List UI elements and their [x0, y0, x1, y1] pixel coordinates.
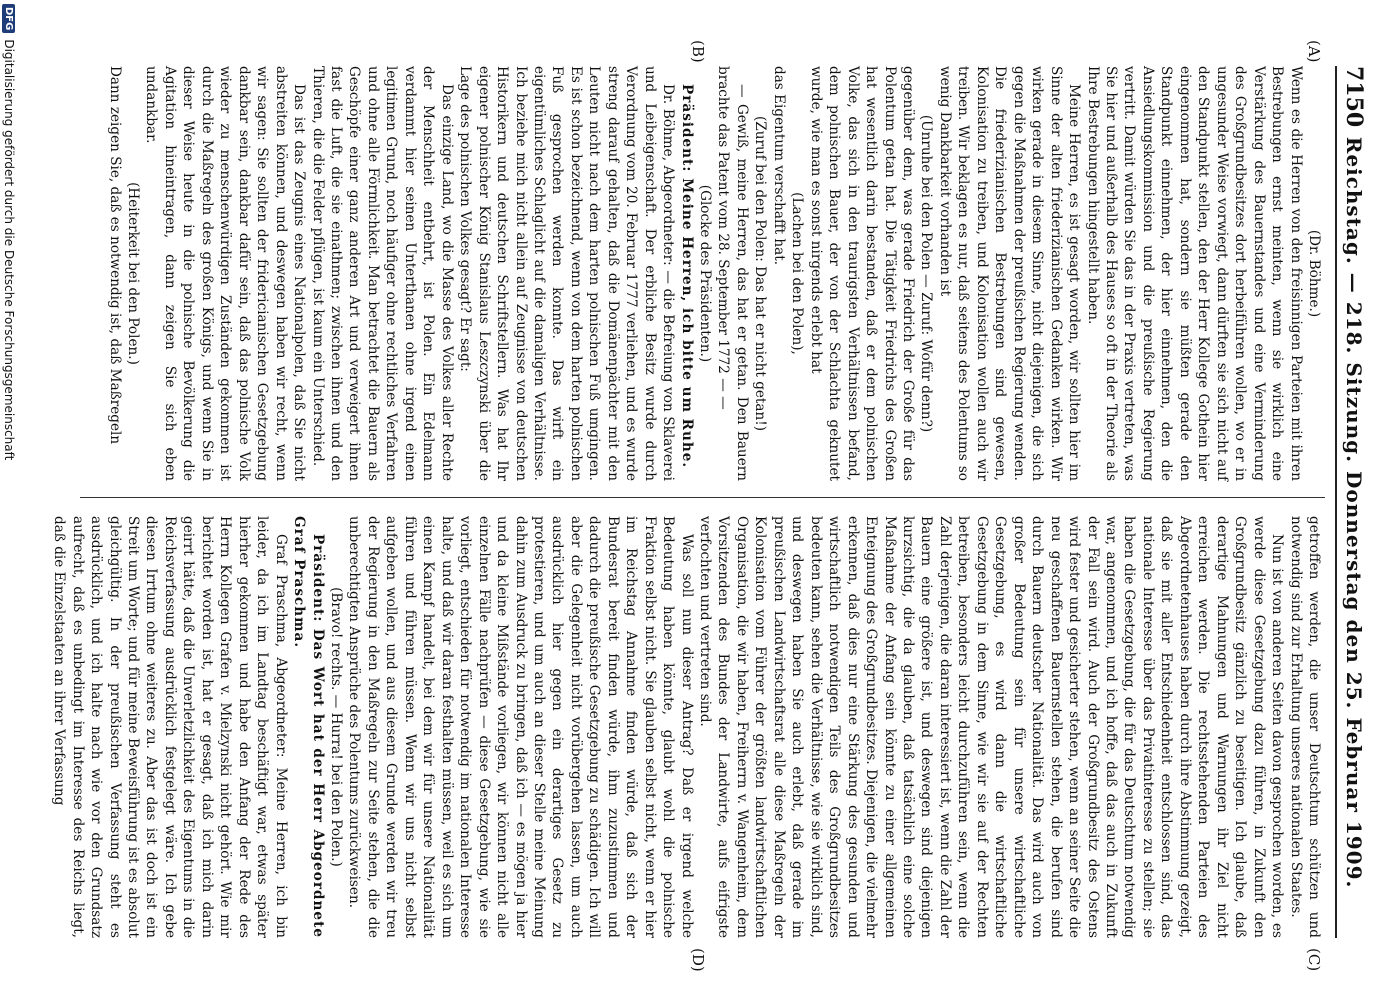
margin-marker-d: (D) — [689, 948, 707, 972]
right-column — [51, 516, 1323, 938]
paragraph: das Eigentum verschafft hat. — [770, 66, 787, 266]
paragraph: Das einzige Land, wo die Masse des Volkes aller Rechte der Menschheit entbehrt, ist Polen. Ein Edelmann verdammt hier seinen Unterthanen ohne irgend einen legitimen Grund, noch häufiger ohne rechtliches Verfahren und ohne alle Förmlichkeit. Man betrachtet die Bauern als Geschöpfe einer ganz anderen Art und verweigert ihnen fast die Luft, die sie einathmen; zwischen ihnen und den Thieren, die die Felder pflügen, ist kaum ein Unterschied. — [309, 66, 455, 481]
paragraph: Dann zeigen Sie, daß es notwendig ist, daß Maßregeln — [106, 66, 123, 445]
paragraph: (Bravo! rechts. — Hurra! bei den Polen.) — [327, 587, 344, 867]
paragraph: Präsident: Meine Herren, ich bitte um Ruhe. — [678, 84, 695, 469]
paragraph: (Dr. Böhme.) — [1306, 229, 1322, 318]
column-divider — [80, 497, 1325, 498]
left-column — [83, 66, 1323, 481]
paragraph: gegenüber dem, was gerade Friedrich der Große für das Polentum getan hat. Die Tätigkeit Friedrichs des Großen hat wesentlich darin bestanden, daß er dem polnischen Volke, das sich in den traurigsten Verhältnissen befand, dem polnischen Bauer, der von der Schlachta geknutet wurde, wie man es sonst nirgends erlebt hat — [807, 66, 917, 481]
margin-marker-a: (A) — [1305, 40, 1323, 63]
paragraph: Wenn es die Herren von den freisinnigen Parteien mit ihren Bestrebungen ernst meinten, wenn sie wirklich eine Verstärkung des Bauernstandes und eine Verminderung des Großgrundbesitzes dort herbeiführen wollen, wo er in ungesunder Weise vorwiegt, dann dürften sie sich nicht auf den Standpunkt stellen, den der Herr Kollege Gothein hier eingenommen hat, sondern sie müßten gerade den Standpunkt einnehmen, der hier einnehmen, den die Ansiedlungskommission und die preußische Regierung vertritt. Damit würden Sie das in der Praxis vertreten, was Sie hier und außerhalb des Hauses so oft in der Theorie als Ihre Bestrebungen hingestellt haben. — [1084, 66, 1304, 481]
paragraph: Was soll nun dieser Antrag? Daß er irgend welche Bedeutung haben könnte, glaubt wohl die polnische Fraktion selbst nicht. Sie glauben selbst nicht, wenn er hier im Reichstag Annahme finden würde, daß sich der Bundesrat bereit finden würde, ihm zuzustimmen und dadurch die preußische Gesetzgebung zu schädigen. Ich will aber die Gelegenheit nicht vorübergehen lassen, um auch ausdrücklich hier gegen ein derartiges Gesetz zu protestieren, und um auch an dieser Stelle meine Meinung dahin zum Ausdruck zu bringen, daß ich — es mögen ja hier und da kleine Mißstände vorliegen, wir können nicht alle einzelnen Fälle nachprüfen — diese Gesetzgebung, wie sie vorliegt, entschieden für notwendig im nationalen Interesse halte, und daß wir daran festhalten müssen, weil es sich um einen Kampf handelt, bei dem wir für unsere Nationalität führen und führen müssen. Wenn wir uns nicht selbst aufgeben wollen, und aus diesem Grunde werden wir treu der Regierung in den Maßregeln zur Seite stehen, die die unberechtigten Ansprüche des Polentums zurückweisen. — [346, 516, 695, 938]
paragraph: — Gewiß, meine Herren, das hat er getan. Den Bauern brachte das Patent vom 28. September 1772 — — — [715, 66, 750, 481]
paragraph: getroffen werden, die unser Deutschtum schützen und notwendig sind zur Erhaltung unseres nationalen Staates. — [1287, 516, 1322, 938]
dfg-logo: DFG — [3, 4, 16, 33]
paragraph: (Heiterkeit bei den Polen.) — [125, 182, 141, 365]
paragraph: Dr. Böhme, Abgeordneter: — die Befreiung von Sklaverei und Leibeigenschaft. Der erbliche Besitz wurde durch Verordnung vom 20. Februar 1777 verliehen, und es wurde streng darauf gehalten, daß die Domänenpächter mit den Leuten nicht nach dem harten polnischen Fuß umgingen. Es ist schon bezeichnend, wenn von dem harten polnischen Fuß gesprochen werden konnte. Das wirft ein eigentümliches Schlaglicht auf die damaligen Verhältnisse. Ich beziehe mich nicht allein auf Zeugnisse von deutschen Historikern und deutschen Schriftstellern. Was hat Ihr eigener polnischer König Stanislaus Leszczynski über die Lage des polnischen Volkes gesagt? Er sagt: — [457, 66, 677, 481]
paragraph: Meine Herren, es ist gesagt worden, wir sollten hier im Sinne der alten friederizianischen Gedanken wirken. Wir wirken gerade in diesem Sinne, nicht diejenigen, die sich gegen die Maßnahmen der preußischen Regierung wenden. Die friederizianischen Bestrebungen sind gewesen, Kolonisation zu treiben, und Kolonisation wollen auch wir treiben. Wir beklagen es nur, daß seitens des Polentums so wenig Dankbarkeit vorhanden ist — [936, 66, 1083, 481]
footer — [0, 0, 18, 1004]
paragraph: Graf Praschma, Abgeordneter: Meine Herren, ich bin leider, da ich im Landtag beschäftigt war, etwas später hierher gekommen und habe den Anfang der Rede des Herrn Kollegen Grafen v. Mielzynski nicht gehört. Wie mir berichtet worden ist, hat er gesagt, daß ich mich darin geirrt hätte, daß die Unverletzlichkeit des Eigentums in die Reichsverfassung ausdrücklich festgelegt wäre. Ich gebe diesen Irrtum ohne weiteres zu. Aber das ist doch ist ein Streit um Worte; und für meine Beweisführung ist es absolut gleichgültig. In der preußischen Verfassung steht es ausdrücklich, und ich halte nach wie vor den Grundsatz aufrecht, daß es unbedingt im Interesse des Reichs liegt, daß die Einzelstaaten an ihrer Verfassung — [51, 516, 289, 938]
footer-credit: Digitalisierung gefördert durch die Deutsche Forschungsgemeinschaft — [2, 39, 16, 461]
margin-marker-b: (B) — [689, 40, 707, 63]
paragraph: Das ist das Zeugnis eines Nationalpolen, daß Sie nicht abstreiten können, und deswegen haben wir recht, wenn wir sagen: Sie sollten der fridericianischen Gesetzgebung dankbar sein, dankbar dafür sein, daß das polnische Volk wieder zu menschenwürdigen Zuständen gekommen ist durch die Maßregeln des großen Königs, und wenn Sie in dieser Weise heute in die polnische Bevölkerung die Agitation hineintragen, dann zeigen Sie sich eben undankbar. — [143, 66, 308, 481]
paragraph: Präsident: Das Wort hat der Herr Abgeordnete Graf Praschma. — [291, 516, 326, 938]
paragraph: (Lachen bei den Polen), — [789, 192, 806, 355]
paragraph: (Glocke des Präsidenten.) — [697, 184, 714, 363]
page-number: 7150 — [1341, 66, 1367, 128]
margin-marker-c: (C) — [1305, 948, 1323, 972]
paragraph: Nun ist von anderen Seiten davon gesprochen worden, es werde diese Gesetzgebung dazu führen, in Zukunft den Großgrundbesitz gänzlich zu beseitigen. Ich glaube, daß derartige Mahnungen und Warnungen ihr Ziel nicht erreichen werden. Die rechtsstehenden Parteien des Abgeordnetenhauses haben durch ihre Abstimmung gezeigt, daß sie mit aller Entschiedenheit entschlossen sind, das nationale Interesse über das Privatinteresse zu stellen; sie haben die Gesetzgebung, die für das Deutschtum notwendig war, angenommen, und ich hoffe, daß das auch in Zukunft der Fall sein wird. Auch der Großgrundbesitz des Ostens wird fester und gesicherter stehen, wenn an seiner Seite die neu geschaffenen Bauernstellen stehen, die berufen sind durch Bauern deutscher Nationalität. Das wird auch von großer Bedeutung sein für unsere wirtschaftliche Gesetzgebung, es wird dann die wirtschaftliche Gesetzgebung in dem Sinne, wie wir sie auf der Rechten betreiben, besonders leicht durchzuführen sein, wenn die Zahl derjenigen, die daran interessiert ist, wenn die Zahl der Bauern eine größere ist, und deswegen sind diejenigen kurzsichtig, die da glauben, daß tatsächlich eine solche Maßnahme der Anfang sein könnte zu einer allgemeinen Enteignung des Großgrundbesitzes. Diejenigen, die vielmehr erkennen, daß dies nur eine Stärkung des gesunden und wirtschaftlich notwendigen Teils des Großgrundbesitzes bedeuten kann, sehen die Verhältnisse, wie sie wirklich sind, und deswegen haben Sie auch erlebt, daß gerade im preußischen Landwirtschaftsrat alle diese Maßregeln der Kolonisation vom Führer der größten landwirtschaftlichen Organisation, die wir haben, Freiherrn v. Wangenheim, dem Vorsitzenden des Bundes der Landwirte, aufs eifrigste verfochten und vertreten sind. — [697, 516, 1286, 938]
paragraph: (Zuruf bei den Polen: Das hat er nicht getan!) — [752, 115, 769, 432]
paragraph: (Unruhe bei den Polen — Zuruf: Wofür denn?) — [918, 114, 935, 433]
page-header — [1335, 66, 1371, 938]
running-title: Reichstag. — 218. Sitzung. Donnerstag den 25. Februar 1909. — [1342, 136, 1366, 889]
